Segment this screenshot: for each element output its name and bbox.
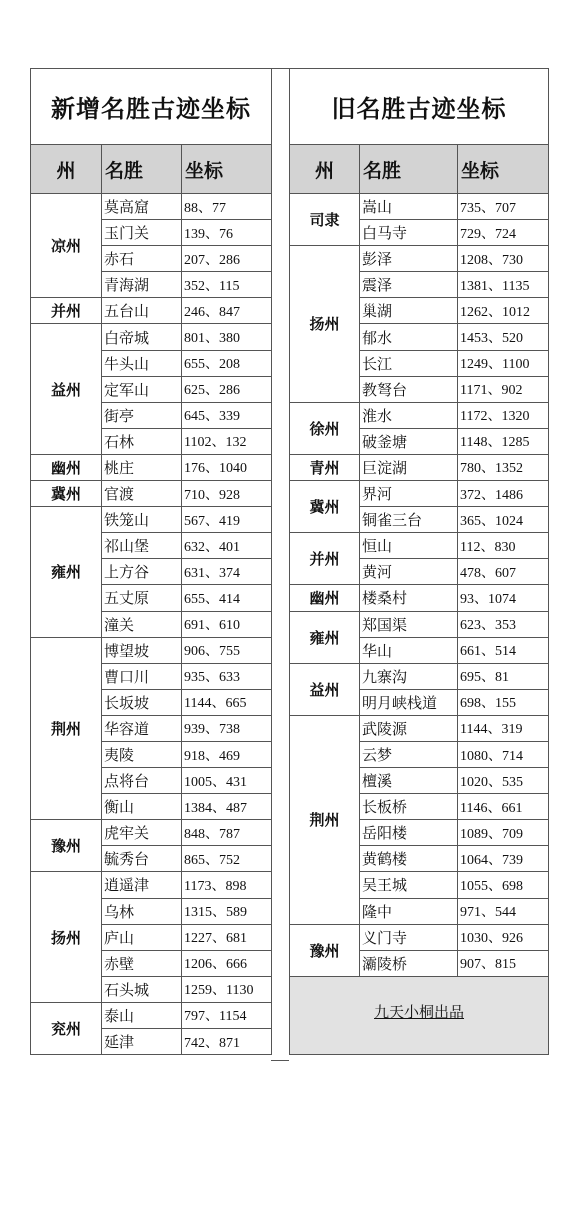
coordinate-cell: 567、419 xyxy=(182,507,272,533)
site-name-cell: 逍遥津 xyxy=(102,872,182,898)
coordinate-cell: 655、208 xyxy=(182,350,272,376)
site-name-cell: 华容道 xyxy=(102,715,182,741)
site-name-cell: 震泽 xyxy=(360,272,458,298)
state-cell: 益州 xyxy=(290,663,360,715)
coordinate-cell: 246、847 xyxy=(182,298,272,324)
table-row xyxy=(31,507,272,533)
coordinate-cell: 971、544 xyxy=(458,898,549,924)
table-row xyxy=(31,454,272,480)
coordinate-cell: 1146、661 xyxy=(458,794,549,820)
new-sites-table xyxy=(30,68,272,1055)
coordinate-cell: 1102、132 xyxy=(182,428,272,454)
site-name-cell: 莫高窟 xyxy=(102,194,182,220)
table-row xyxy=(290,715,549,741)
coordinate-cell: 1171、902 xyxy=(458,376,549,402)
coordinate-cell: 801、380 xyxy=(182,324,272,350)
coordinate-cell: 939、738 xyxy=(182,715,272,741)
table-row xyxy=(290,402,549,428)
site-name-cell: 赤壁 xyxy=(102,950,182,976)
site-name-cell: 恒山 xyxy=(360,533,458,559)
site-name-cell: 上方谷 xyxy=(102,559,182,585)
site-name-cell: 郁水 xyxy=(360,324,458,350)
site-name-cell: 教弩台 xyxy=(360,376,458,402)
site-name-cell: 玉门关 xyxy=(102,220,182,246)
coordinate-cell: 352、115 xyxy=(182,272,272,298)
coordinate-cell: 1144、665 xyxy=(182,689,272,715)
table-row xyxy=(290,533,549,559)
site-name-cell: 黄河 xyxy=(360,559,458,585)
site-column-header: 名胜 xyxy=(102,145,182,194)
coordinate-cell: 1249、1100 xyxy=(458,350,549,376)
site-name-cell: 檀溪 xyxy=(360,768,458,794)
site-name-cell: 义门寺 xyxy=(360,924,458,950)
coordinate-cell: 710、928 xyxy=(182,481,272,507)
site-name-cell: 嵩山 xyxy=(360,194,458,220)
table-row xyxy=(31,194,272,220)
state-cell: 冀州 xyxy=(31,481,102,507)
site-name-cell: 武陵源 xyxy=(360,715,458,741)
coordinate-cell: 632、401 xyxy=(182,533,272,559)
table-row xyxy=(31,1002,272,1028)
coordinate-cell: 112、830 xyxy=(458,533,549,559)
state-cell: 兖州 xyxy=(31,1002,102,1054)
site-name-cell: 岳阳楼 xyxy=(360,820,458,846)
site-name-cell: 夷陵 xyxy=(102,741,182,767)
site-name-cell: 潼关 xyxy=(102,611,182,637)
site-name-cell: 五台山 xyxy=(102,298,182,324)
coordinate-cell: 372、1486 xyxy=(458,481,549,507)
coordinate-cell: 1262、1012 xyxy=(458,298,549,324)
site-name-cell: 衡山 xyxy=(102,794,182,820)
site-name-cell: 点将台 xyxy=(102,768,182,794)
state-cell: 扬州 xyxy=(31,872,102,1002)
coordinate-cell: 1259、1130 xyxy=(182,976,272,1002)
site-name-cell: 铜雀三台 xyxy=(360,507,458,533)
site-name-cell: 黄鹤楼 xyxy=(360,846,458,872)
site-name-cell: 灞陵桥 xyxy=(360,950,458,976)
coordinate-cell: 1089、709 xyxy=(458,820,549,846)
site-name-cell: 界河 xyxy=(360,481,458,507)
state-cell: 荆州 xyxy=(290,715,360,924)
site-name-cell: 铁笼山 xyxy=(102,507,182,533)
site-name-cell: 乌林 xyxy=(102,898,182,924)
coordinate-cell: 1148、1285 xyxy=(458,428,549,454)
site-name-cell: 破釜塘 xyxy=(360,428,458,454)
table-row xyxy=(290,246,549,272)
site-name-cell: 石头城 xyxy=(102,976,182,1002)
state-cell: 豫州 xyxy=(31,820,102,872)
coordinate-cell: 1030、926 xyxy=(458,924,549,950)
site-name-cell: 九寨沟 xyxy=(360,663,458,689)
coordinate-cell: 1144、319 xyxy=(458,715,549,741)
coordinate-cell: 365、1024 xyxy=(458,507,549,533)
coordinate-cell: 1381、1135 xyxy=(458,272,549,298)
site-name-cell: 庐山 xyxy=(102,924,182,950)
site-name-cell: 明月峡栈道 xyxy=(360,689,458,715)
coordinate-cell: 691、610 xyxy=(182,611,272,637)
coordinate-cell: 1384、487 xyxy=(182,794,272,820)
coordinate-cell: 88、77 xyxy=(182,194,272,220)
table-row xyxy=(31,324,272,350)
site-name-cell: 官渡 xyxy=(102,481,182,507)
table-row xyxy=(31,820,272,846)
coordinate-cell: 661、514 xyxy=(458,637,549,663)
coordinate-cell: 1020、535 xyxy=(458,768,549,794)
site-name-cell: 吴王城 xyxy=(360,872,458,898)
site-name-cell: 华山 xyxy=(360,637,458,663)
old-sites-table xyxy=(289,68,549,1055)
table-row xyxy=(31,637,272,663)
coordinate-cell: 623、353 xyxy=(458,611,549,637)
coordinate-cell: 655、414 xyxy=(182,585,272,611)
coordinate-column-header: 坐标 xyxy=(458,145,549,194)
state-cell: 雍州 xyxy=(31,507,102,637)
coordinate-cell: 478、607 xyxy=(458,559,549,585)
coordinate-cell: 698、155 xyxy=(458,689,549,715)
site-column-header: 名胜 xyxy=(360,145,458,194)
coordinate-cell: 1227、681 xyxy=(182,924,272,950)
site-name-cell: 隆中 xyxy=(360,898,458,924)
coordinate-cell: 625、286 xyxy=(182,376,272,402)
site-name-cell: 巢湖 xyxy=(360,298,458,324)
table-row xyxy=(290,454,549,480)
coordinate-cell: 797、1154 xyxy=(182,1002,272,1028)
site-name-cell: 云梦 xyxy=(360,741,458,767)
table-row xyxy=(290,924,549,950)
coordinate-cell: 139、76 xyxy=(182,220,272,246)
credit-text: 九天小桐出品 xyxy=(374,1002,465,1021)
table-row xyxy=(290,663,549,689)
state-cell: 扬州 xyxy=(290,246,360,403)
state-column-header: 州 xyxy=(290,145,360,194)
coordinate-cell: 1005、431 xyxy=(182,768,272,794)
site-name-cell: 白帝城 xyxy=(102,324,182,350)
state-cell: 荆州 xyxy=(31,637,102,820)
site-name-cell: 郑国渠 xyxy=(360,611,458,637)
coordinate-cell: 907、815 xyxy=(458,950,549,976)
coordinate-cell: 1206、666 xyxy=(182,950,272,976)
table-divider xyxy=(271,68,289,1061)
coordinate-cell: 645、339 xyxy=(182,402,272,428)
site-name-cell: 长坂坡 xyxy=(102,689,182,715)
coordinate-cell: 1172、1320 xyxy=(458,402,549,428)
state-cell: 雍州 xyxy=(290,611,360,663)
old-sites-title: 旧名胜古迹坐标 xyxy=(290,69,549,145)
coordinate-cell: 848、787 xyxy=(182,820,272,846)
state-cell: 并州 xyxy=(31,298,102,324)
coordinate-cell: 1055、698 xyxy=(458,872,549,898)
coordinate-cell: 865、752 xyxy=(182,846,272,872)
state-cell: 冀州 xyxy=(290,481,360,533)
coordinate-cell: 735、707 xyxy=(458,194,549,220)
table-row xyxy=(31,481,272,507)
coordinate-cell: 1064、739 xyxy=(458,846,549,872)
coordinate-cell: 1173、898 xyxy=(182,872,272,898)
coordinate-cell: 729、724 xyxy=(458,220,549,246)
state-cell: 徐州 xyxy=(290,402,360,454)
site-name-cell: 白马寺 xyxy=(360,220,458,246)
site-name-cell: 街亭 xyxy=(102,402,182,428)
coordinate-cell: 207、286 xyxy=(182,246,272,272)
new-sites-title: 新增名胜古迹坐标 xyxy=(31,69,272,145)
site-name-cell: 长板桥 xyxy=(360,794,458,820)
coordinate-cell: 93、1074 xyxy=(458,585,549,611)
state-cell: 并州 xyxy=(290,533,360,585)
coordinate-cell: 1208、730 xyxy=(458,246,549,272)
state-cell: 幽州 xyxy=(31,454,102,480)
site-name-cell: 牛头山 xyxy=(102,350,182,376)
state-cell: 豫州 xyxy=(290,924,360,976)
state-cell: 青州 xyxy=(290,454,360,480)
state-cell: 幽州 xyxy=(290,585,360,611)
coordinate-cell: 631、374 xyxy=(182,559,272,585)
coordinate-column-header: 坐标 xyxy=(182,145,272,194)
site-name-cell: 石林 xyxy=(102,428,182,454)
site-name-cell: 彭泽 xyxy=(360,246,458,272)
site-name-cell: 淮水 xyxy=(360,402,458,428)
coordinate-cell: 1453、520 xyxy=(458,324,549,350)
table-row xyxy=(290,611,549,637)
coordinate-cell: 1080、714 xyxy=(458,741,549,767)
coordinate-cell: 176、1040 xyxy=(182,454,272,480)
site-name-cell: 巨淀湖 xyxy=(360,454,458,480)
coordinate-cell: 695、81 xyxy=(458,663,549,689)
table-row xyxy=(31,872,272,898)
site-name-cell: 五丈原 xyxy=(102,585,182,611)
site-name-cell: 长江 xyxy=(360,350,458,376)
table-row xyxy=(290,194,549,220)
site-name-cell: 博望坡 xyxy=(102,637,182,663)
coordinate-cell: 1315、589 xyxy=(182,898,272,924)
site-name-cell: 泰山 xyxy=(102,1002,182,1028)
state-column-header: 州 xyxy=(31,145,102,194)
state-cell: 司隶 xyxy=(290,194,360,246)
coordinate-cell: 918、469 xyxy=(182,741,272,767)
table-row xyxy=(290,481,549,507)
site-name-cell: 曹口川 xyxy=(102,663,182,689)
site-name-cell: 虎牢关 xyxy=(102,820,182,846)
coordinate-cell: 780、1352 xyxy=(458,454,549,480)
coordinate-cell: 906、755 xyxy=(182,637,272,663)
site-name-cell: 祁山堡 xyxy=(102,533,182,559)
coordinate-cell: 742、871 xyxy=(182,1029,272,1055)
site-name-cell: 赤石 xyxy=(102,246,182,272)
credit-cell xyxy=(290,976,549,1054)
site-name-cell: 楼桑村 xyxy=(360,585,458,611)
table-row xyxy=(290,585,549,611)
site-name-cell: 毓秀台 xyxy=(102,846,182,872)
state-cell: 益州 xyxy=(31,324,102,454)
table-row xyxy=(31,298,272,324)
site-name-cell: 桃庄 xyxy=(102,454,182,480)
site-name-cell: 青海湖 xyxy=(102,272,182,298)
site-name-cell: 定军山 xyxy=(102,376,182,402)
site-name-cell: 延津 xyxy=(102,1029,182,1055)
state-cell: 凉州 xyxy=(31,194,102,298)
coordinate-cell: 935、633 xyxy=(182,663,272,689)
